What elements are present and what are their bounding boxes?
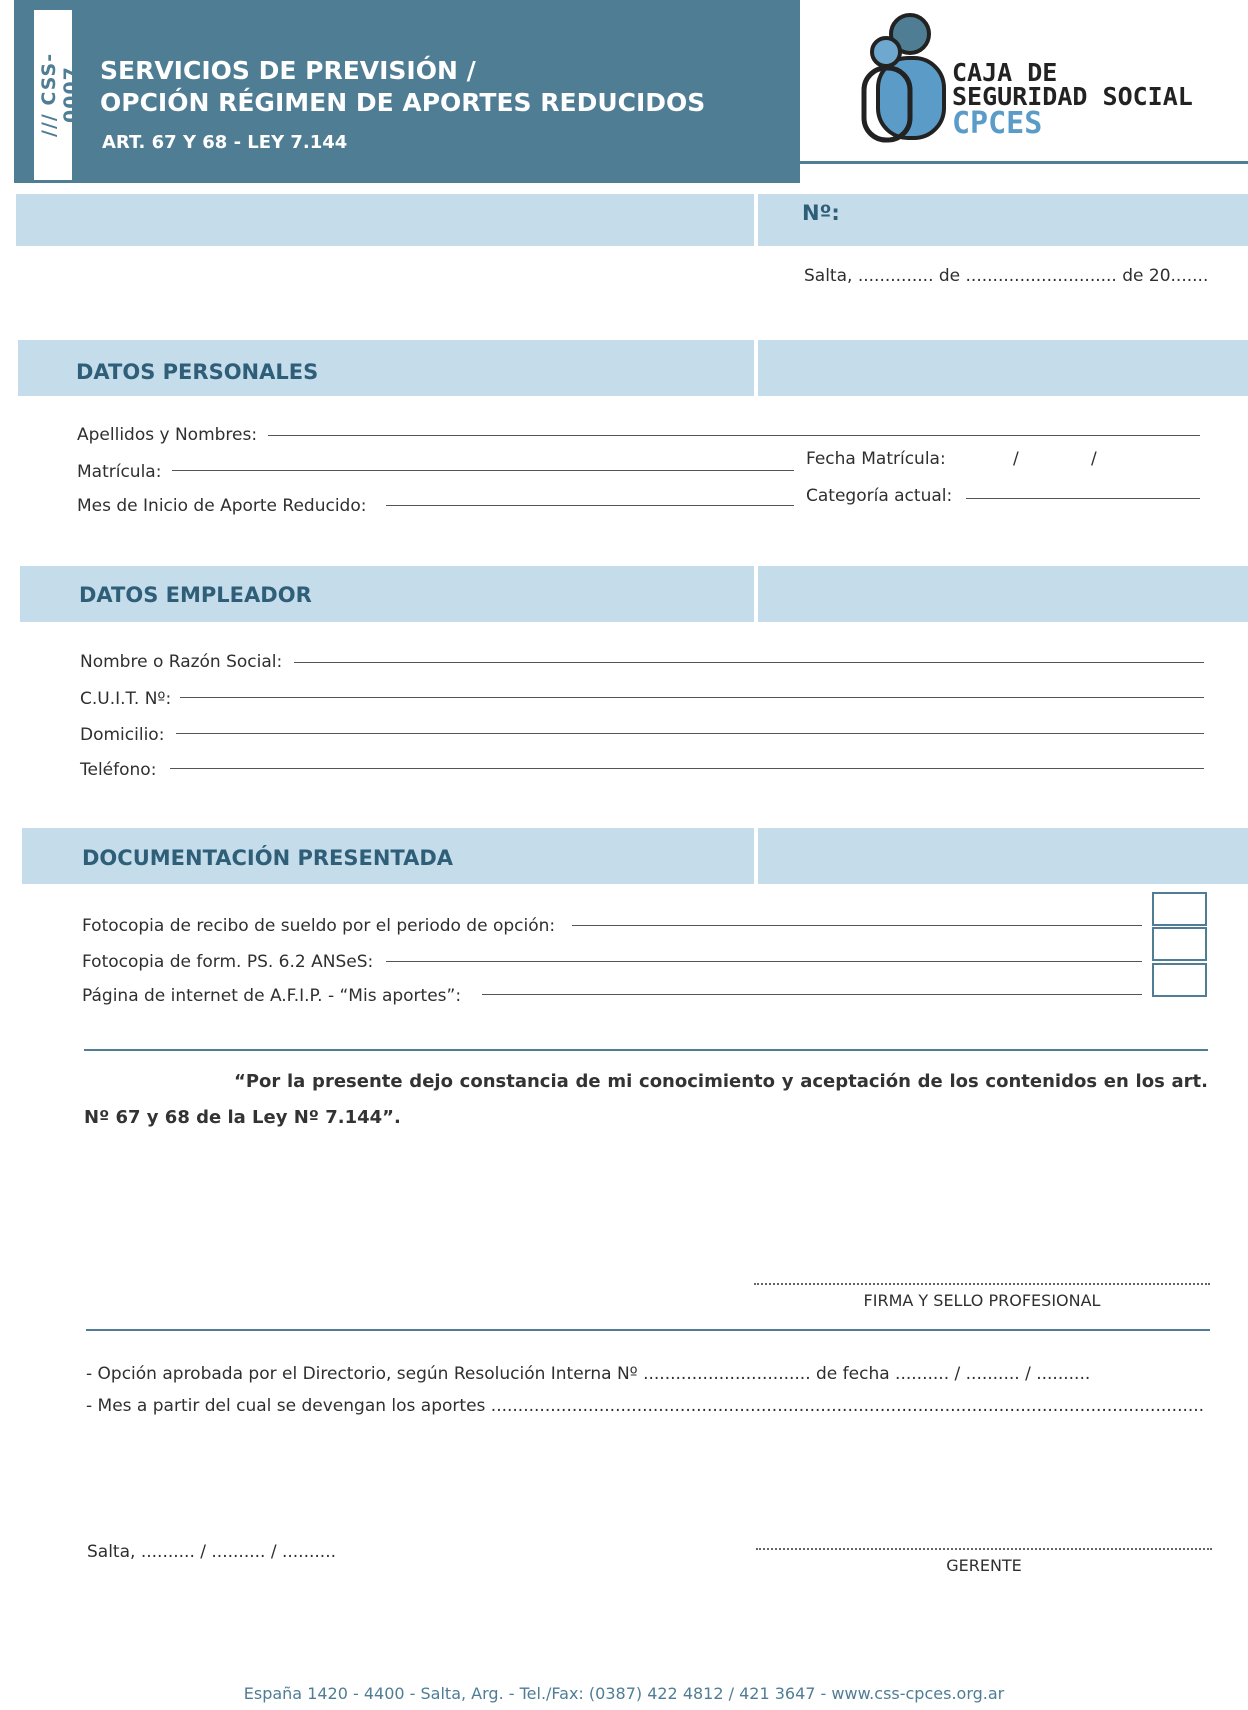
doc-afip-line bbox=[482, 994, 1142, 995]
gerente-signature-line[interactable] bbox=[756, 1548, 1212, 1550]
form-title-line1: SERVICIOS DE PREVISIÓN / bbox=[100, 56, 476, 85]
label-mes-inicio: Mes de Inicio de Aporte Reducido: bbox=[77, 496, 367, 516]
label-doc-form-ps: Fotocopia de form. PS. 6.2 ANSeS: bbox=[82, 952, 374, 972]
cuit-field[interactable] bbox=[180, 697, 1204, 698]
razon-social-field[interactable] bbox=[294, 662, 1204, 663]
logo-text-line2: SEGURIDAD SOCIAL bbox=[952, 82, 1193, 111]
doc-form-ps-checkbox[interactable] bbox=[1152, 927, 1207, 961]
label-telefono: Teléfono: bbox=[80, 760, 157, 780]
section-title-documentacion: DOCUMENTACIÓN PRESENTADA bbox=[82, 846, 454, 870]
section-rule bbox=[84, 1049, 1208, 1051]
form-title-line2: OPCIÓN RÉGIMEN DE APORTES REDUCIDOS bbox=[100, 88, 706, 117]
logo-text-line3: CPCES bbox=[952, 106, 1043, 141]
band-divider bbox=[754, 562, 758, 624]
domicilio-field[interactable] bbox=[176, 733, 1204, 734]
header-rule bbox=[800, 161, 1248, 164]
form-code: /// CSS-0007 bbox=[38, 52, 82, 138]
label-nombre-razon-social: Nombre o Razón Social: bbox=[80, 652, 283, 672]
section-rule bbox=[86, 1329, 1210, 1331]
doc-afip-checkbox[interactable] bbox=[1152, 963, 1207, 997]
section-title-personales: DATOS PERSONALES bbox=[76, 360, 319, 384]
label-matricula: Matrícula: bbox=[77, 462, 162, 482]
doc-recibo-checkbox[interactable] bbox=[1152, 892, 1207, 926]
label-cuit: C.U.I.T. Nº: bbox=[80, 689, 172, 709]
apellidos-field[interactable] bbox=[268, 435, 1200, 436]
categoria-field[interactable] bbox=[966, 498, 1200, 499]
office-approval-line: - Opción aprobada por el Directorio, según Resolución Interna Nº ............................... de fecha .......... / .......... / .......... bbox=[86, 1364, 1091, 1384]
gerente-label: GERENTE bbox=[946, 1556, 1022, 1575]
footer-address: España 1420 - 4400 - Salta, Arg. - Tel./Fax: (0387) 422 4812 / 421 3647 - www.css-cpces.org.ar bbox=[243, 1684, 1005, 1703]
form-subtitle: ART. 67 Y 68 - LEY 7.144 bbox=[102, 132, 348, 153]
label-doc-afip: Página de internet de A.F.I.P. - “Mis aportes”: bbox=[82, 986, 462, 1006]
band-divider bbox=[754, 336, 758, 398]
numero-band bbox=[16, 194, 1248, 246]
logo-text-line1: CAJA DE bbox=[952, 58, 1058, 87]
date-separator: / bbox=[1013, 449, 1019, 469]
people-logo-icon bbox=[860, 12, 960, 144]
date-line[interactable]: Salta, .............. de ............................ de 20....... bbox=[804, 266, 1209, 286]
label-doc-recibo: Fotocopia de recibo de sueldo por el periodo de opción: bbox=[82, 916, 556, 936]
numero-label: Nº: bbox=[802, 201, 840, 225]
label-fecha-matricula: Fecha Matrícula: bbox=[806, 449, 946, 469]
office-month-line: - Mes a partir del cual se devengan los aportes .................................................................................................................................... bbox=[86, 1396, 1205, 1416]
band-divider bbox=[754, 188, 758, 248]
label-categoria: Categoría actual: bbox=[806, 486, 953, 506]
band-divider bbox=[754, 824, 758, 886]
mes-inicio-field[interactable] bbox=[386, 505, 794, 506]
doc-recibo-line bbox=[572, 925, 1142, 926]
telefono-field[interactable] bbox=[170, 768, 1204, 769]
firma-signature-line[interactable] bbox=[754, 1283, 1210, 1285]
salta-date-line[interactable]: Salta, .......... / .......... / .......... bbox=[87, 1542, 337, 1562]
doc-form-ps-line bbox=[386, 961, 1142, 962]
date-separator: / bbox=[1091, 449, 1097, 469]
section-title-empleador: DATOS EMPLEADOR bbox=[79, 583, 312, 607]
label-domicilio: Domicilio: bbox=[80, 725, 165, 745]
matricula-field[interactable] bbox=[172, 470, 794, 471]
declaration-text: “Por la presente dejo constancia de mi conocimiento y aceptación de los contenidos en los art. Nº 67 y 68 de la Ley Nº 7.144”. bbox=[84, 1071, 1208, 1128]
firma-label: FIRMA Y SELLO PROFESIONAL bbox=[863, 1291, 1101, 1310]
label-apellidos: Apellidos y Nombres: bbox=[77, 425, 258, 445]
